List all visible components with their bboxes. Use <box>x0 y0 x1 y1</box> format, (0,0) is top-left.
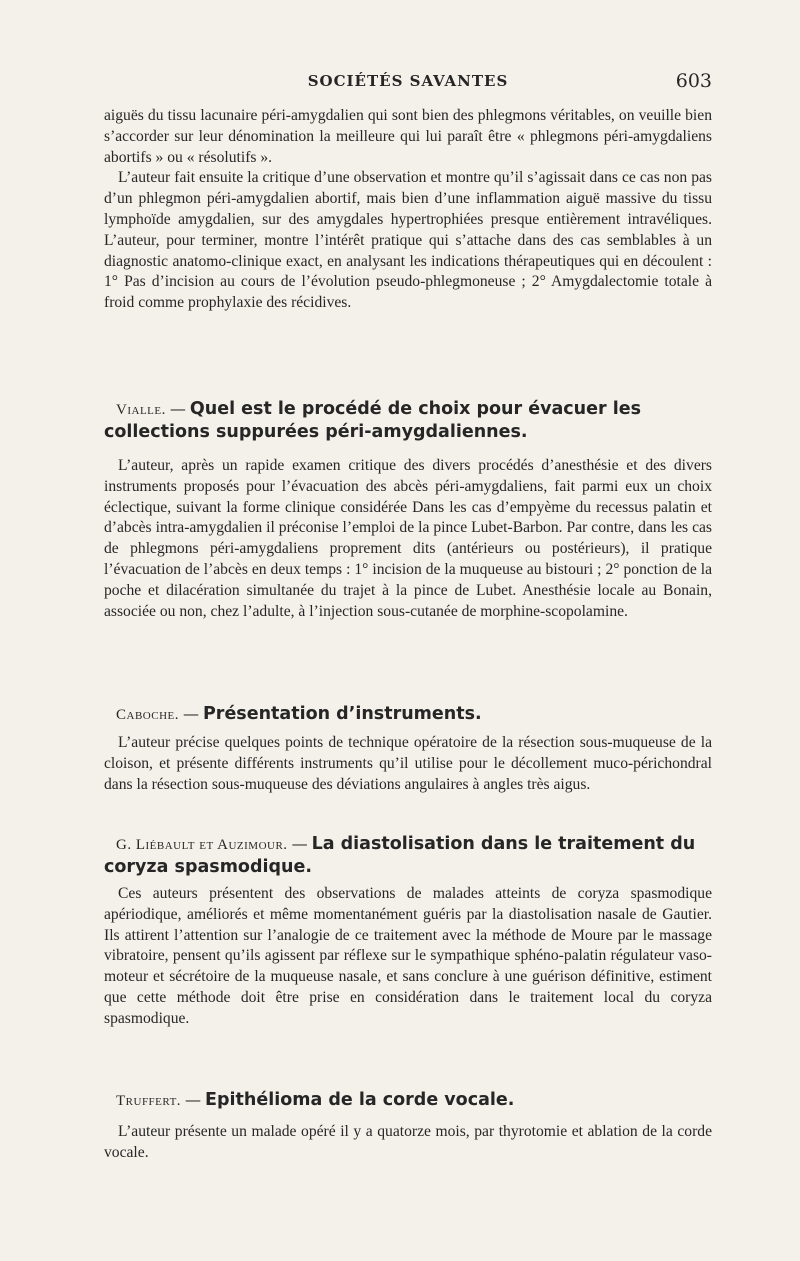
section-body-truffert <box>104 1122 712 1164</box>
page-header <box>104 70 712 94</box>
section-heading-liebault: G. Liébault et Auzimour. — La diastolisation dans le traitement du coryza spasmodique. <box>104 834 696 877</box>
section-paragraph: L’auteur, après un rapide examen critique des divers procédés d’anesthésie et des divers instruments proposés pour l’évacuation des abcès péri-amygdaliens, fait parmi eux un choix éclectique, suivant la forme clinique considérée Dans les cas d’empyème du recessus palatin et d’abcès intra-amygdalien il préconise l’emploi de la pince Lubet-Barbon. Par contre, dans les cas de phlegmons péri-amygdaliens proprement dits (antérieurs ou postérieurs), il pratique l’évacuation de l’abcès en deux temps : 1° incision de la muqueuse au bistouri ; 2° ponction de la poche et dilacération simultanée du trajet à la pince de Lubet. Anesthésie locale au Bonain, associée ou non, chez l’adulte, à l’injection sous-cutanée de morphine-scopolamine. <box>104 457 712 620</box>
intro-text <box>104 106 712 314</box>
section-heading-caboche: Caboche. — Présentation d’instruments. <box>116 704 482 724</box>
section-title: Présentation d’instruments. <box>202 704 482 724</box>
section-body-caboche <box>104 733 712 795</box>
author-name: Truffert. <box>116 1093 182 1109</box>
section-heading-vialle: Vialle. — Quel est le procédé de choix pour évacuer les collections suppurées péri-amygdaliennes. <box>104 399 642 442</box>
section-title: Quel est le procédé de choix pour évacuer les collections suppurées péri-amygdaliennes. <box>104 399 642 442</box>
section-paragraph: Ces auteurs présentent des observations de malades atteints de coryza spasmodique apériodique, améliorés et même momentanément guéris par la diastolisation nasale de Gautier. Ils attirent l’attention sur l’analogie de ce traitement avec la méthode de Moure par le massage vibratoire, pensent qu’ils agissent par réflexe sur le sympathique sphéno-palatin régulateur vaso-moteur et sécrétoire de la muqueuse nasale, et sans conclure à une guérison définitive, estiment que cette méthode doit être prise en considération dans le traitement local du coryza spasmodique. <box>104 885 712 1027</box>
running-title: SOCIÉTÉS SAVANTES <box>307 72 509 90</box>
author-name: Vialle. <box>116 402 166 418</box>
intro-paragraph-1: aiguës du tissu lacunaire péri-amygdalien qui sont bien des phlegmons véritables, on veuille bien s’accorder sur leur dénomination la meilleure qui lui paraît être « phlegmons péri-amygdaliens abortifs » ou « résolutifs ». <box>104 107 712 166</box>
section-paragraph: L’auteur précise quelques points de technique opératoire de la résection sous-muqueuse de la cloison, et présente différents instruments qu’il utilise pour le décollement muco-périchondral dans la résection sous-muqueuse des déviations angulaires à angles très aigus. <box>104 734 712 793</box>
page-number: 603 <box>675 70 712 92</box>
author-name: G. Liébault et Auzimour. <box>116 837 288 853</box>
author-name: Caboche. <box>116 707 179 723</box>
section-body-liebault <box>104 884 712 1030</box>
section-body-vialle <box>104 456 712 622</box>
section-title: La diastolisation dans le traitement du coryza spasmodique. <box>104 834 696 877</box>
intro-paragraph-2: L’auteur fait ensuite la critique d’une observation et montre qu’il s’agissait dans ce cas non pas d’un phlegmon péri-amygdalien abortif, mais bien d’une inflammation aiguë massive du tissu lymphoïde amygdalien, sur des amygdales hypertrophiées presque entièrement intravéliques. L’auteur, pour terminer, montre l’intérêt pratique qui s’attache dans des cas semblables à un diagnostic anatomo-clinique exact, en analysant les indications thérapeutiques qui en découlent : 1° Pas d’incision au cours de l’évolution pseudo-phlegmoneuse ; 2° Amygdalectomie totale à froid comme prophylaxie des récidives. <box>104 169 712 312</box>
section-paragraph: L’auteur présente un malade opéré il y a quatorze mois, par thyrotomie et ablation de la corde vocale. <box>104 1123 712 1161</box>
section-title: Epithélioma de la corde vocale. <box>205 1090 515 1110</box>
section-heading-truffert: Truffert. — Epithélioma de la corde vocale. <box>116 1090 515 1110</box>
